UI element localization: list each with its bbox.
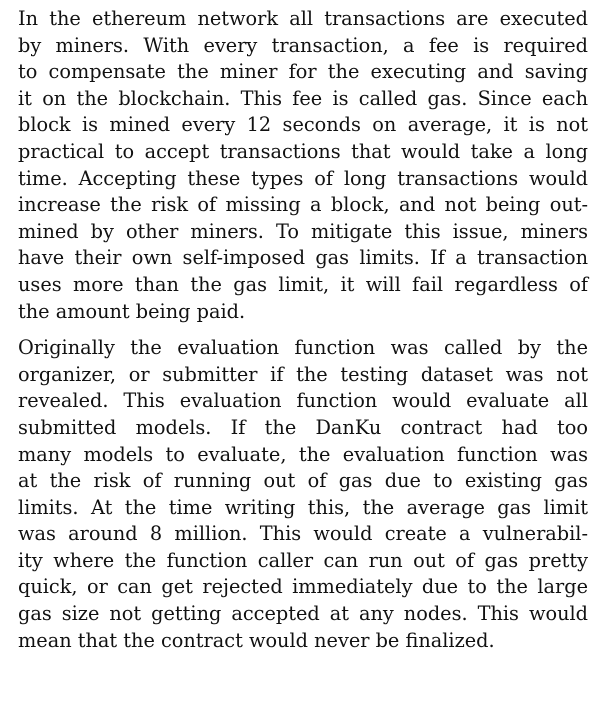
text-line: to compensate the miner for the executing and saving bbox=[18, 60, 588, 84]
paragraph-gas-fees bbox=[18, 6, 588, 325]
text-line: organizer, or submitter if the testing dataset was not bbox=[18, 362, 588, 386]
text-line: was around 8 million. This would create a vulnerabil- bbox=[18, 522, 588, 546]
text-line: ity where the function caller can run out of gas pretty bbox=[18, 548, 588, 572]
text-line: it on the blockchain. This fee is called gas. Since each bbox=[18, 86, 588, 110]
text-line: time. Accepting these types of long transactions would bbox=[18, 166, 588, 190]
text-line: gas size not getting accepted at any nodes. This would bbox=[18, 602, 588, 626]
text-line: submitted models. If the DanKu contract had too bbox=[18, 415, 588, 439]
text-line: increase the risk of missing a block, and not being out- bbox=[18, 193, 588, 217]
text-line: block is mined every 12 seconds on average, it is not bbox=[18, 113, 588, 137]
text-line: practical to accept transactions that would take a long bbox=[18, 139, 588, 163]
text-line: by miners. With every transaction, a fee is required bbox=[18, 33, 588, 57]
text-line: quick, or can get rejected immediately due to the large bbox=[18, 575, 588, 599]
text-line: In the ethereum network all transactions are executed bbox=[18, 7, 588, 30]
text-line: the amount being paid. bbox=[18, 299, 246, 323]
text-line: Originally the evaluation function was called by the bbox=[18, 336, 588, 360]
text-line: many models to evaluate, the evaluation function was bbox=[18, 442, 588, 466]
text-line: mean that the contract would never be finalized. bbox=[18, 628, 495, 652]
document-body bbox=[18, 6, 588, 654]
text-line: mined by other miners. To mitigate this issue, miners bbox=[18, 219, 588, 243]
text-line: uses more than the gas limit, it will fail regardless of bbox=[18, 272, 588, 296]
text-line: limits. At the time writing this, the average gas limit bbox=[18, 495, 588, 519]
text-line: revealed. This evaluation function would evaluate all bbox=[18, 389, 588, 413]
paragraph-evaluation-function bbox=[18, 335, 588, 654]
text-line: have their own self-imposed gas limits. If a transaction bbox=[18, 246, 588, 270]
text-line: at the risk of running out of gas due to existing gas bbox=[18, 469, 588, 493]
